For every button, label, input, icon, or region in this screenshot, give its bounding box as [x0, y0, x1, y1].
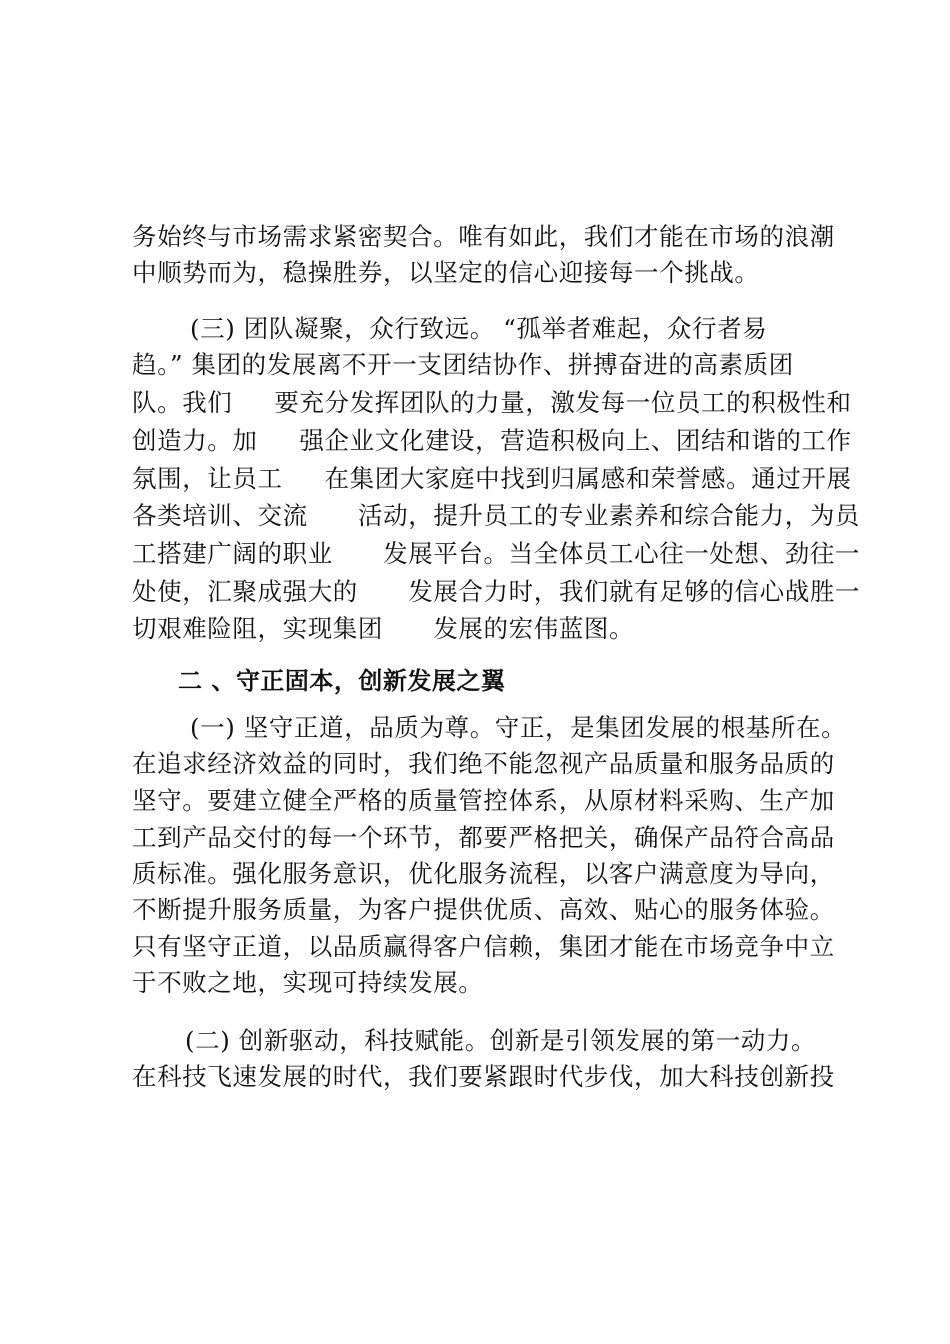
text-line: 各类培训、交流 活动，提升员工的专业素养和综合能力，为员 [132, 501, 861, 530]
text-line: 只有坚守正道，以品质赢得客户信赖，集团才能在市场竞争中立 [132, 932, 835, 961]
text-line: 在追求经济效益的同时，我们绝不能忽视产品质量和服务品质的 [132, 749, 835, 778]
text-line: 务始终与市场需求紧密契合。唯有如此，我们才能在市场的浪潮 [132, 222, 835, 251]
text-line: 创造力。加 强企业文化建设，营造积极向上、团结和谐的工作 [132, 426, 852, 455]
text-line: 于不败之地，实现可持续发展。 [132, 968, 484, 997]
text-line: 在科技飞速发展的时代，我们要紧跟时代步伐，加大科技创新投 [132, 1062, 835, 1091]
text-line: 工到产品交付的每一个环节，都要严格把关，确保产品符合高品 [132, 823, 835, 852]
text-line: 中顺势而为，稳操胜券，以坚定的信心迎接每一个挑战。 [132, 258, 760, 287]
section-heading: 二 、守正固本，创新发展之翼 [178, 667, 506, 695]
text-line: 切艰难险阻，实现集团 发展的宏伟蓝图。 [132, 614, 635, 643]
text-line: 坚守。要建立健全严格的质量管控体系，从原材料采购、生产加 [132, 786, 835, 815]
subsection-title-line: (二) 创新驱动，科技赋能。创新是引领发展的第一动力。 [185, 1026, 817, 1055]
text-line: 趋。” 集团的发展离不开一支团结协作、拼搏奋进的高素质团 [132, 350, 794, 379]
section-title-line: (三) 团队凝聚，众行致远。 “孤举者难起，众行者易 [190, 314, 768, 343]
text-line: 处使，汇聚成强大的 发展合力时，我们就有足够的信心战胜一 [132, 577, 861, 606]
text-line: 质标准。强化服务意识，优化服务流程，以客户满意度为导向， [132, 859, 835, 888]
text-line: 工搭建广阔的职业 发展平台。当全体员工心往一处想、劲往一 [132, 539, 861, 568]
text-line: 不断提升服务质量，为客户提供优质、高效、贴心的服务体验。 [132, 895, 835, 924]
subsection-title-line: (一) 坚守正道，品质为尊。守正，是集团发展的根基所在。 [190, 713, 847, 742]
text-line: 队。我们 要充分发挥团队的力量，激发每一位员工的积极性和 [132, 388, 852, 417]
text-line: 氛围，让员工 在集团大家庭中找到归属感和荣誉感。通过开展 [132, 464, 852, 493]
